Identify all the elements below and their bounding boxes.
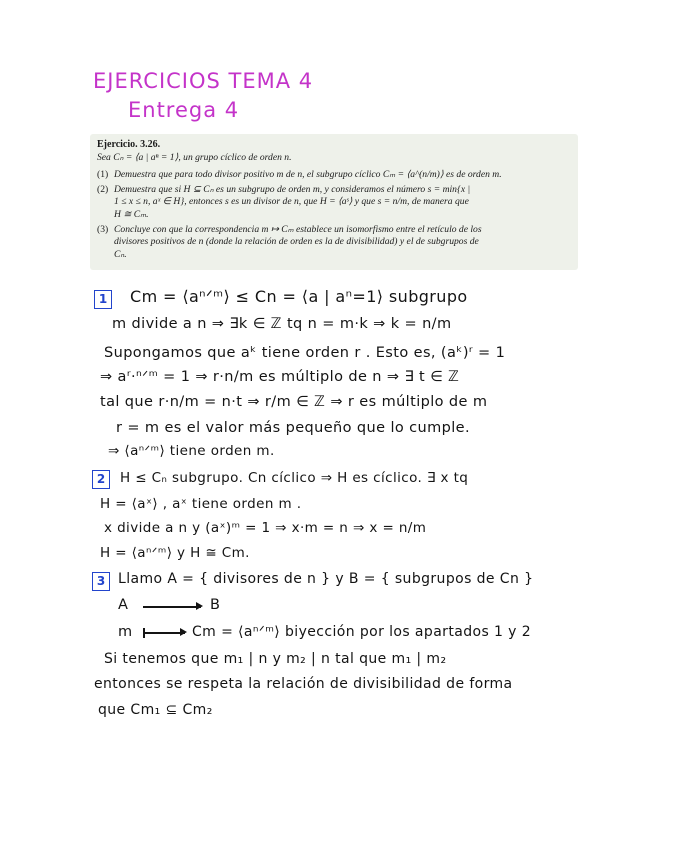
exercise-title: Ejercicio. 3.26. [97, 139, 161, 150]
part-1-line-7: ⇒ ⟨aⁿᐟᵐ⟩ tiene orden m. [108, 443, 275, 459]
part-2-line-1: H ≤ Cₙ subgrupo. Cn cíclico ⇒ H es cíclico. ∃ x tq [120, 470, 469, 486]
mapsto-arrow [144, 632, 185, 634]
part-2-line-3: x divide a n y (aˣ)ᵐ = 1 ⇒ x·m = n ⇒ x = n/m [104, 520, 427, 536]
part-1-line-1: Cm = ⟨aⁿᐟᵐ⟩ ≤ Cn = ⟨a | aⁿ=1⟩ subgrupo [130, 287, 468, 306]
item-text: Concluye con que la correspondencia m ↦ Cₘ establece un isomorfismo entre el retículo de los [114, 224, 482, 235]
exercise-item-3-line-2: divisores positivos de n (donde la relación de orden es la de divisibilidad) y el de subgrupos de [114, 236, 479, 247]
item-number: (1) [97, 169, 109, 180]
part-3-marker: 3 [92, 572, 110, 591]
part-3-line-4: Si tenemos que m₁ | n y m₂ | n tal que m₁ | m₂ [104, 651, 447, 667]
part-2-line-2: H = ⟨aˣ⟩ , aˣ tiene orden m . [100, 496, 302, 512]
exercise-item-3 [97, 224, 569, 236]
exercise-item-3-line-3: Cₙ. [114, 249, 127, 260]
page-title: EJERCICIOS TEMA 4 [93, 69, 314, 93]
part-1-line-6: r = m es el valor más pequeño que lo cumple. [116, 420, 471, 436]
part-1-line-5: tal que r·n/m = n·t ⇒ r/m ∈ ℤ ⇒ r es múltiplo de m [100, 394, 488, 410]
part-2-marker: 2 [92, 470, 110, 489]
exercise-item-2-line-3: H ≅ Cₘ. [114, 209, 149, 220]
exercise-item-1 [97, 169, 569, 181]
part-3-line-3: Cm = ⟨aⁿᐟᵐ⟩ biyección por los apartados 1 y 2 [192, 624, 531, 640]
map-arrow [143, 606, 201, 608]
part-3-line-1: Llamo A = { divisores de n } y B = { subgrupos de Cn } [118, 571, 534, 587]
part-3-line-5: entonces se respeta la relación de divisibilidad de forma [94, 676, 513, 692]
part-3-element-m: m [118, 624, 133, 640]
part-1-marker: 1 [94, 290, 112, 309]
part-3-set-a: A [118, 597, 129, 613]
exercise-statement [90, 134, 578, 270]
part-3-set-b: B [210, 597, 221, 613]
page-subtitle: Entrega 4 [128, 98, 240, 122]
exercise-item-2 [97, 184, 569, 196]
item-number: (3) [97, 224, 109, 235]
item-number: (2) [97, 184, 109, 195]
part-1-line-2: m divide a n ⇒ ∃k ∈ ℤ tq n = m·k ⇒ k = n/m [112, 316, 452, 332]
part-2-line-4: H = ⟨aⁿᐟᵐ⟩ y H ≅ Cm. [100, 545, 250, 561]
item-text: Demuestra que para todo divisor positivo m de n, el subgrupo cíclico Cₘ = ⟨a^(n/m)⟩ es de orden m. [114, 169, 502, 180]
exercise-intro: Sea Cₙ = ⟨a | aⁿ = 1⟩, un grupo cíclico de orden n. [97, 152, 292, 163]
exercise-item-2-line-2: 1 ≤ x ≤ n, aˣ ∈ H}, entonces s es un divisor de n, que H = ⟨aˢ⟩ y que s = n/m, de manera que [114, 196, 469, 207]
part-3-line-6: que Cm₁ ⊆ Cm₂ [98, 702, 213, 718]
item-text: Demuestra que si H ⊆ Cₙ es un subgrupo de orden m, y consideramos el número s = min{x | [114, 184, 471, 195]
part-1-line-3: Supongamos que aᵏ tiene orden r . Esto es, (aᵏ)ʳ = 1 [104, 345, 506, 361]
part-1-line-4: ⇒ aʳ·ⁿᐟᵐ = 1 ⇒ r·n/m es múltiplo de n ⇒ ∃ t ∈ ℤ [100, 369, 460, 385]
